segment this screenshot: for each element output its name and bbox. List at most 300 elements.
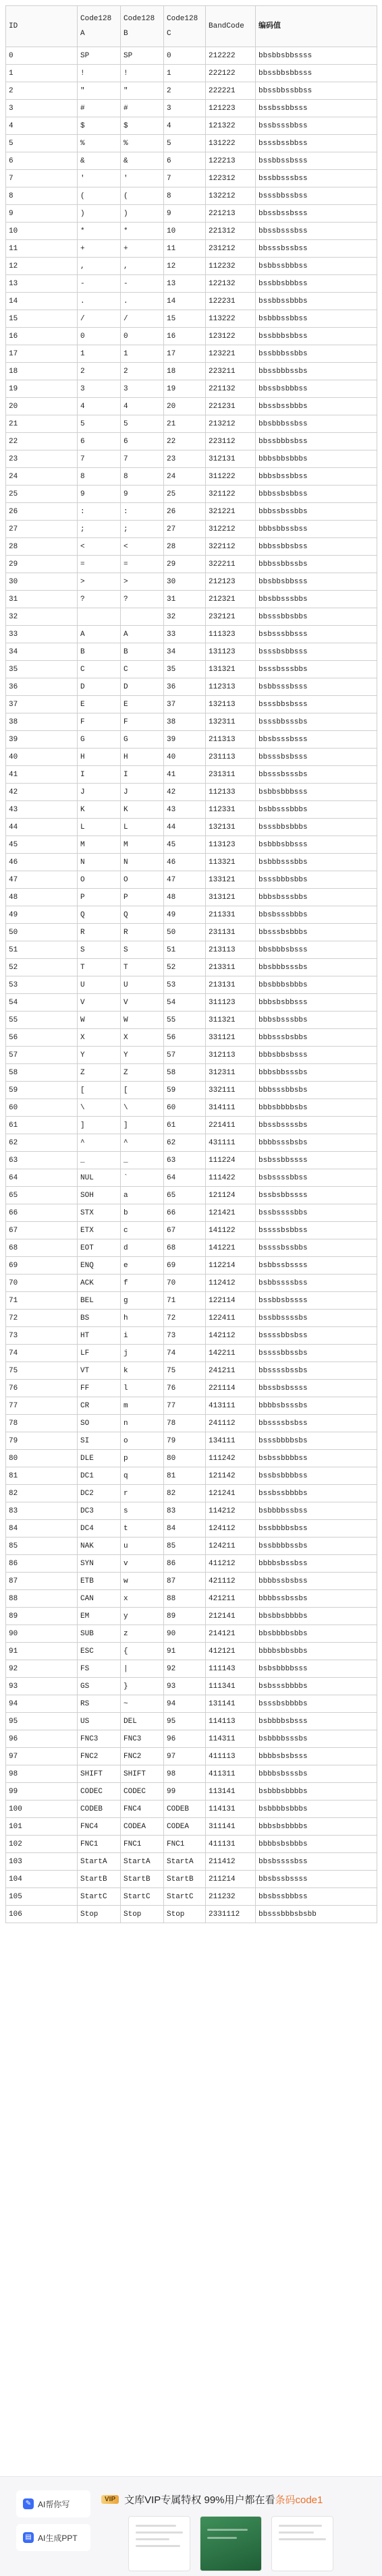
- cell-code128b: $: [121, 117, 164, 135]
- table-row: [6, 1520, 377, 1538]
- cell-code128b: t: [121, 1520, 164, 1538]
- cell-id: 15: [6, 310, 78, 328]
- cell-bandcode: 113123: [206, 836, 256, 854]
- cell-code128a: NUL: [78, 1169, 121, 1187]
- table-row: [6, 749, 377, 766]
- cell-id: 7: [6, 170, 78, 187]
- table-row: [6, 1327, 377, 1345]
- table-row: [6, 696, 377, 713]
- cell-id: 49: [6, 906, 78, 924]
- cell-bandcode: 421112: [206, 1573, 256, 1590]
- cell-code128b: M: [121, 836, 164, 854]
- cell-code128b: *: [121, 223, 164, 240]
- cell-code128b: Y: [121, 1047, 164, 1064]
- cell-pattern: bsbbsssbbbs: [256, 801, 377, 819]
- cell-code128c: 72: [164, 1310, 206, 1327]
- cell-code128b: T: [121, 959, 164, 976]
- cell-pattern: bssbssbbbbs: [256, 1485, 377, 1502]
- cell-id: 102: [6, 1836, 78, 1853]
- cell-code128a: !: [78, 65, 121, 82]
- cell-code128a: ENQ: [78, 1257, 121, 1275]
- table-row: [6, 1783, 377, 1801]
- cell-bandcode: 221231: [206, 398, 256, 415]
- cell-id: 53: [6, 976, 78, 994]
- cell-id: 10: [6, 223, 78, 240]
- cell-id: 80: [6, 1450, 78, 1467]
- table-row: [6, 1748, 377, 1765]
- cell-pattern: bbbbsbsssbs: [256, 1765, 377, 1783]
- table-row: [6, 450, 377, 468]
- cell-pattern: bsssbsssbbs: [256, 661, 377, 678]
- cell-code128b: C: [121, 661, 164, 678]
- cell-code128c: 34: [164, 643, 206, 661]
- cell-code128c: 3: [164, 100, 206, 117]
- cell-id: 8: [6, 187, 78, 205]
- cell-code128a: Z: [78, 1064, 121, 1082]
- table-row: [6, 713, 377, 731]
- cell-pattern: bbbsssbbsbs: [256, 1082, 377, 1099]
- cell-code128a: >: [78, 573, 121, 591]
- cell-code128b: }: [121, 1678, 164, 1695]
- cell-pattern: bbbsbsbbsss: [256, 994, 377, 1012]
- cell-code128c: 44: [164, 819, 206, 836]
- cell-code128c: 54: [164, 994, 206, 1012]
- cell-code128b: ~: [121, 1695, 164, 1713]
- cell-bandcode: 211232: [206, 1888, 256, 1906]
- cell-code128b: FNC1: [121, 1836, 164, 1853]
- cell-id: 56: [6, 1029, 78, 1047]
- cell-code128a: J: [78, 784, 121, 801]
- cell-code128a: FNC1: [78, 1836, 121, 1853]
- cell-code128b: f: [121, 1275, 164, 1292]
- cell-code128c: 9: [164, 205, 206, 223]
- table-row: [6, 1345, 377, 1362]
- cell-bandcode: 141122: [206, 1222, 256, 1239]
- cell-id: 19: [6, 380, 78, 398]
- cell-code128b: ": [121, 82, 164, 100]
- cell-code128a: FNC4: [78, 1818, 121, 1836]
- cell-code128b: w: [121, 1573, 164, 1590]
- cell-id: 58: [6, 1064, 78, 1082]
- cell-code128a: 5: [78, 415, 121, 433]
- cell-id: 72: [6, 1310, 78, 1327]
- table-row: [6, 784, 377, 801]
- cell-bandcode: 241211: [206, 1362, 256, 1380]
- table-row: [6, 1765, 377, 1783]
- table-row: [6, 1836, 377, 1853]
- cell-code128a: CODEC: [78, 1783, 121, 1801]
- cell-code128a: SO: [78, 1415, 121, 1432]
- cell-code128c: 4: [164, 117, 206, 135]
- table-row: [6, 1853, 377, 1871]
- cell-id: 12: [6, 258, 78, 275]
- table-row: [6, 871, 377, 889]
- cell-code128c: 60: [164, 1099, 206, 1117]
- cell-id: 54: [6, 994, 78, 1012]
- cell-code128c: 38: [164, 713, 206, 731]
- cell-id: 91: [6, 1643, 78, 1660]
- cell-pattern: bbssssbssbs: [256, 1362, 377, 1380]
- cell-code128c: 28: [164, 538, 206, 556]
- cell-bandcode: 231212: [206, 240, 256, 258]
- vip-banner[interactable]: [101, 2492, 382, 2507]
- cell-code128c: StartB: [164, 1871, 206, 1888]
- table-row: [6, 854, 377, 871]
- cell-pattern: bsbbbssbbss: [256, 310, 377, 328]
- cell-bandcode: 122231: [206, 293, 256, 310]
- cell-code128c: 19: [164, 380, 206, 398]
- cell-code128c: StartC: [164, 1888, 206, 1906]
- vip-banner-text: 文库VIP专属特权 99%用户都在看: [124, 2494, 275, 2506]
- cell-code128a: US: [78, 1713, 121, 1730]
- promo-links: [16, 2490, 90, 2558]
- cell-bandcode: 314111: [206, 1099, 256, 1117]
- cell-code128b: F: [121, 713, 164, 731]
- table-row: [6, 1029, 377, 1047]
- table-row: [6, 328, 377, 345]
- cell-pattern: bsbssssbbss: [256, 1169, 377, 1187]
- cell-code128c: 78: [164, 1415, 206, 1432]
- cell-code128a: SP: [78, 47, 121, 65]
- cell-bandcode: 112133: [206, 784, 256, 801]
- cell-bandcode: 312212: [206, 521, 256, 538]
- cell-code128b: n: [121, 1415, 164, 1432]
- cell-pattern: bbssssbsbss: [256, 1415, 377, 1432]
- cell-id: 76: [6, 1380, 78, 1397]
- cell-pattern: bbbbsbsssbs: [256, 1397, 377, 1415]
- cell-code128b: StartA: [121, 1853, 164, 1871]
- cell-code128b: N: [121, 854, 164, 871]
- cell-code128c: 65: [164, 1187, 206, 1204]
- cell-code128a: SOH: [78, 1187, 121, 1204]
- table-row: [6, 556, 377, 573]
- cell-id: 81: [6, 1467, 78, 1485]
- table-row: [6, 1643, 377, 1660]
- table-row: [6, 310, 377, 328]
- cell-code128a: CR: [78, 1397, 121, 1415]
- cell-pattern: bsssbbsbsss: [256, 696, 377, 713]
- cell-bandcode: 122114: [206, 1292, 256, 1310]
- cell-code128a: &: [78, 152, 121, 170]
- cell-pattern: bbbssbbsbss: [256, 538, 377, 556]
- table-row: [6, 398, 377, 415]
- table-row: [6, 205, 377, 223]
- cell-bandcode: 211214: [206, 1871, 256, 1888]
- cell-code128c: 79: [164, 1432, 206, 1450]
- cell-code128c: 64: [164, 1169, 206, 1187]
- cell-id: 106: [6, 1906, 78, 1923]
- cell-code128c: 20: [164, 398, 206, 415]
- cell-id: 25: [6, 486, 78, 503]
- table-row: [6, 1064, 377, 1082]
- table-row: [6, 626, 377, 643]
- cell-code128b: J: [121, 784, 164, 801]
- cell-bandcode: 221132: [206, 380, 256, 398]
- cell-id: 79: [6, 1432, 78, 1450]
- cell-code128b: v: [121, 1555, 164, 1573]
- cell-code128b: r: [121, 1485, 164, 1502]
- cell-id: 61: [6, 1117, 78, 1134]
- cell-pattern: bsssbbssbss: [256, 187, 377, 205]
- cell-code128c: 6: [164, 152, 206, 170]
- cell-code128a: SYN: [78, 1555, 121, 1573]
- cell-pattern: bbssbssssbs: [256, 1117, 377, 1134]
- cell-bandcode: 222122: [206, 65, 256, 82]
- cell-code128b: x: [121, 1590, 164, 1608]
- cell-pattern: bssbbbbsbss: [256, 1520, 377, 1538]
- cell-pattern: bbsbbsbbssss: [256, 47, 377, 65]
- cell-pattern: bbbbssbssbs: [256, 1590, 377, 1608]
- cell-code128c: 43: [164, 801, 206, 819]
- cell-code128b: ^: [121, 1134, 164, 1152]
- cell-code128a: Y: [78, 1047, 121, 1064]
- cell-pattern: bbbsbbsssbs: [256, 1064, 377, 1082]
- cell-code128c: 96: [164, 1730, 206, 1748]
- cell-id: 74: [6, 1345, 78, 1362]
- cell-code128c: 52: [164, 959, 206, 976]
- cell-code128a: SI: [78, 1432, 121, 1450]
- table-row: [6, 1152, 377, 1169]
- cell-id: 65: [6, 1187, 78, 1204]
- cell-code128c: 27: [164, 521, 206, 538]
- cell-code128b: <: [121, 538, 164, 556]
- cell-code128b: ): [121, 205, 164, 223]
- cell-code128c: 26: [164, 503, 206, 521]
- cell-code128c: 31: [164, 591, 206, 608]
- cell-pattern: bsbbsssbsss: [256, 678, 377, 696]
- cell-id: 68: [6, 1239, 78, 1257]
- table-row: [6, 889, 377, 906]
- cell-code128b: -: [121, 275, 164, 293]
- cell-id: 39: [6, 731, 78, 749]
- cell-code128a: S: [78, 941, 121, 959]
- cell-code128b: j: [121, 1345, 164, 1362]
- cell-id: 45: [6, 836, 78, 854]
- cell-code128a: CAN: [78, 1590, 121, 1608]
- cell-id: 99: [6, 1783, 78, 1801]
- cell-code128b: m: [121, 1397, 164, 1415]
- cell-pattern: bsbbbsbbbbs: [256, 1783, 377, 1801]
- cell-id: 71: [6, 1292, 78, 1310]
- cell-bandcode: 312131: [206, 450, 256, 468]
- ppt-icon: ▤: [23, 2532, 34, 2543]
- cell-pattern: bbssbbbssbs: [256, 363, 377, 380]
- cell-code128a: NAK: [78, 1538, 121, 1555]
- cell-pattern: bbbssbssbbs: [256, 503, 377, 521]
- cell-bandcode: 213212: [206, 415, 256, 433]
- ai-ppt-link[interactable]: [16, 2524, 90, 2551]
- cell-code128b: \: [121, 1099, 164, 1117]
- table-row: [6, 1134, 377, 1152]
- cell-id: 88: [6, 1590, 78, 1608]
- table-row: [6, 976, 377, 994]
- cell-code128a: -: [78, 275, 121, 293]
- cell-code128a: 8: [78, 468, 121, 486]
- cell-bandcode: 132212: [206, 187, 256, 205]
- cell-pattern: bbssbssbsss: [256, 205, 377, 223]
- cell-code128a: O: [78, 871, 121, 889]
- table-row: [6, 731, 377, 749]
- table-row: [6, 503, 377, 521]
- cell-code128a: B: [78, 643, 121, 661]
- cell-id: 104: [6, 1871, 78, 1888]
- cell-pattern: bbbsbsssbbs: [256, 1012, 377, 1029]
- table-row: [6, 1678, 377, 1695]
- table-row: [6, 1362, 377, 1380]
- cell-code128c: 56: [164, 1029, 206, 1047]
- cell-code128b: d: [121, 1239, 164, 1257]
- cell-code128a: ETB: [78, 1573, 121, 1590]
- cell-id: 84: [6, 1520, 78, 1538]
- cell-code128a: T: [78, 959, 121, 976]
- table-row: [6, 345, 377, 363]
- cell-bandcode: 123221: [206, 345, 256, 363]
- cell-pattern: bssbbssbsss: [256, 152, 377, 170]
- header-pattern: 编码值: [256, 6, 377, 47]
- cell-code128a: X: [78, 1029, 121, 1047]
- cell-code128c: 35: [164, 661, 206, 678]
- cell-id: 30: [6, 573, 78, 591]
- cell-bandcode: 134111: [206, 1432, 256, 1450]
- table-row: [6, 1239, 377, 1257]
- cell-code128a: ): [78, 205, 121, 223]
- table-row: [6, 468, 377, 486]
- cell-code128a: $: [78, 117, 121, 135]
- cell-code128a: DC1: [78, 1467, 121, 1485]
- cell-code128a: (: [78, 187, 121, 205]
- cell-bandcode: 231311: [206, 766, 256, 784]
- table-row: [6, 486, 377, 503]
- cell-code128c: 63: [164, 1152, 206, 1169]
- cell-code128a: _: [78, 1152, 121, 1169]
- cell-pattern: bbsbssbbbss: [256, 1888, 377, 1906]
- cell-bandcode: 141221: [206, 1239, 256, 1257]
- cell-pattern: bbbsbbbbsbs: [256, 1099, 377, 1117]
- cell-id: 95: [6, 1713, 78, 1730]
- cell-code128a: Q: [78, 906, 121, 924]
- document-thumbnail[interactable]: [200, 2516, 262, 2571]
- cell-pattern: bbbbsssbsbs: [256, 1134, 377, 1152]
- cell-id: 18: [6, 363, 78, 380]
- cell-code128b: k: [121, 1362, 164, 1380]
- cell-code128a: M: [78, 836, 121, 854]
- cell-bandcode: 213131: [206, 976, 256, 994]
- cell-pattern: bbbsbsbbbbs: [256, 1818, 377, 1836]
- cell-id: 98: [6, 1765, 78, 1783]
- cell-pattern: bssbbbbssbs: [256, 1538, 377, 1555]
- cell-pattern: bbssbsbssss: [256, 1380, 377, 1397]
- cell-code128a: HT: [78, 1327, 121, 1345]
- cell-bandcode: 124211: [206, 1538, 256, 1555]
- cell-code128b: !: [121, 65, 164, 82]
- table-row: [6, 608, 377, 626]
- cell-pattern: bsbbbsbbsss: [256, 836, 377, 854]
- cell-bandcode: 223211: [206, 363, 256, 380]
- header-code128c: Code128 C: [164, 6, 206, 47]
- table-row: [6, 170, 377, 187]
- cell-pattern: bbbsbbsbbbs: [256, 450, 377, 468]
- cell-id: 59: [6, 1082, 78, 1099]
- table-row: [6, 538, 377, 556]
- cell-bandcode: 222221: [206, 82, 256, 100]
- cell-id: 48: [6, 889, 78, 906]
- cell-bandcode: 311141: [206, 1818, 256, 1836]
- cell-id: 36: [6, 678, 78, 696]
- cell-code128a: EOT: [78, 1239, 121, 1257]
- table-row: [6, 1222, 377, 1239]
- cell-code128c: StartA: [164, 1853, 206, 1871]
- cell-id: 22: [6, 433, 78, 450]
- cell-code128a: U: [78, 976, 121, 994]
- cell-id: 96: [6, 1730, 78, 1748]
- cell-code128b: c: [121, 1222, 164, 1239]
- ai-write-label: AI帮你写: [38, 2499, 70, 2509]
- cell-pattern: bbsssbssbss: [256, 240, 377, 258]
- cell-code128c: 90: [164, 1625, 206, 1643]
- cell-code128b: 3: [121, 380, 164, 398]
- cell-pattern: bssssbbsbss: [256, 1327, 377, 1345]
- cell-id: 62: [6, 1134, 78, 1152]
- table-row: [6, 1450, 377, 1467]
- cell-pattern: bssbbbsbbss: [256, 328, 377, 345]
- document-thumbnail[interactable]: [128, 2516, 190, 2571]
- cell-code128c: 42: [164, 784, 206, 801]
- cell-code128a: D: [78, 678, 121, 696]
- cell-pattern: bbssbbbsbss: [256, 433, 377, 450]
- table-row: [6, 1871, 377, 1888]
- cell-code128b: g: [121, 1292, 164, 1310]
- cell-code128a: =: [78, 556, 121, 573]
- ai-write-link[interactable]: [16, 2490, 90, 2517]
- cell-pattern: bsssbssbbss: [256, 135, 377, 152]
- cell-pattern: bsbbbsssbbs: [256, 854, 377, 871]
- cell-code128c: 85: [164, 1538, 206, 1555]
- cell-code128b: [: [121, 1082, 164, 1099]
- cell-code128c: 97: [164, 1748, 206, 1765]
- cell-code128a: +: [78, 240, 121, 258]
- cell-code128a: \: [78, 1099, 121, 1117]
- cell-bandcode: 132131: [206, 819, 256, 836]
- table-row: [6, 1485, 377, 1502]
- cell-code128a: ETX: [78, 1222, 121, 1239]
- cell-id: 13: [6, 275, 78, 293]
- ai-ppt-label: AI生成PPT: [38, 2533, 78, 2543]
- cell-bandcode: 211412: [206, 1853, 256, 1871]
- cell-id: 20: [6, 398, 78, 415]
- cell-code128a: StartB: [78, 1871, 121, 1888]
- cell-pattern: bssbssssbbs: [256, 1204, 377, 1222]
- cell-id: 78: [6, 1415, 78, 1432]
- cell-pattern: bbsbbsssbbs: [256, 591, 377, 608]
- cell-code128b: ,: [121, 258, 164, 275]
- cell-code128c: 69: [164, 1257, 206, 1275]
- cell-code128c: 0: [164, 47, 206, 65]
- cell-bandcode: 231113: [206, 749, 256, 766]
- cell-code128c: 49: [164, 906, 206, 924]
- document-thumbnail[interactable]: [271, 2516, 333, 2571]
- cell-code128a: K: [78, 801, 121, 819]
- table-row: [6, 135, 377, 152]
- table-row: [6, 1099, 377, 1117]
- cell-code128b: z: [121, 1625, 164, 1643]
- cell-code128b: 9: [121, 486, 164, 503]
- cell-bandcode: 124112: [206, 1520, 256, 1538]
- cell-id: 3: [6, 100, 78, 117]
- cell-id: 60: [6, 1099, 78, 1117]
- cell-code128c: 7: [164, 170, 206, 187]
- cell-pattern: bbbbsbsbsss: [256, 1748, 377, 1765]
- cell-code128b: Q: [121, 906, 164, 924]
